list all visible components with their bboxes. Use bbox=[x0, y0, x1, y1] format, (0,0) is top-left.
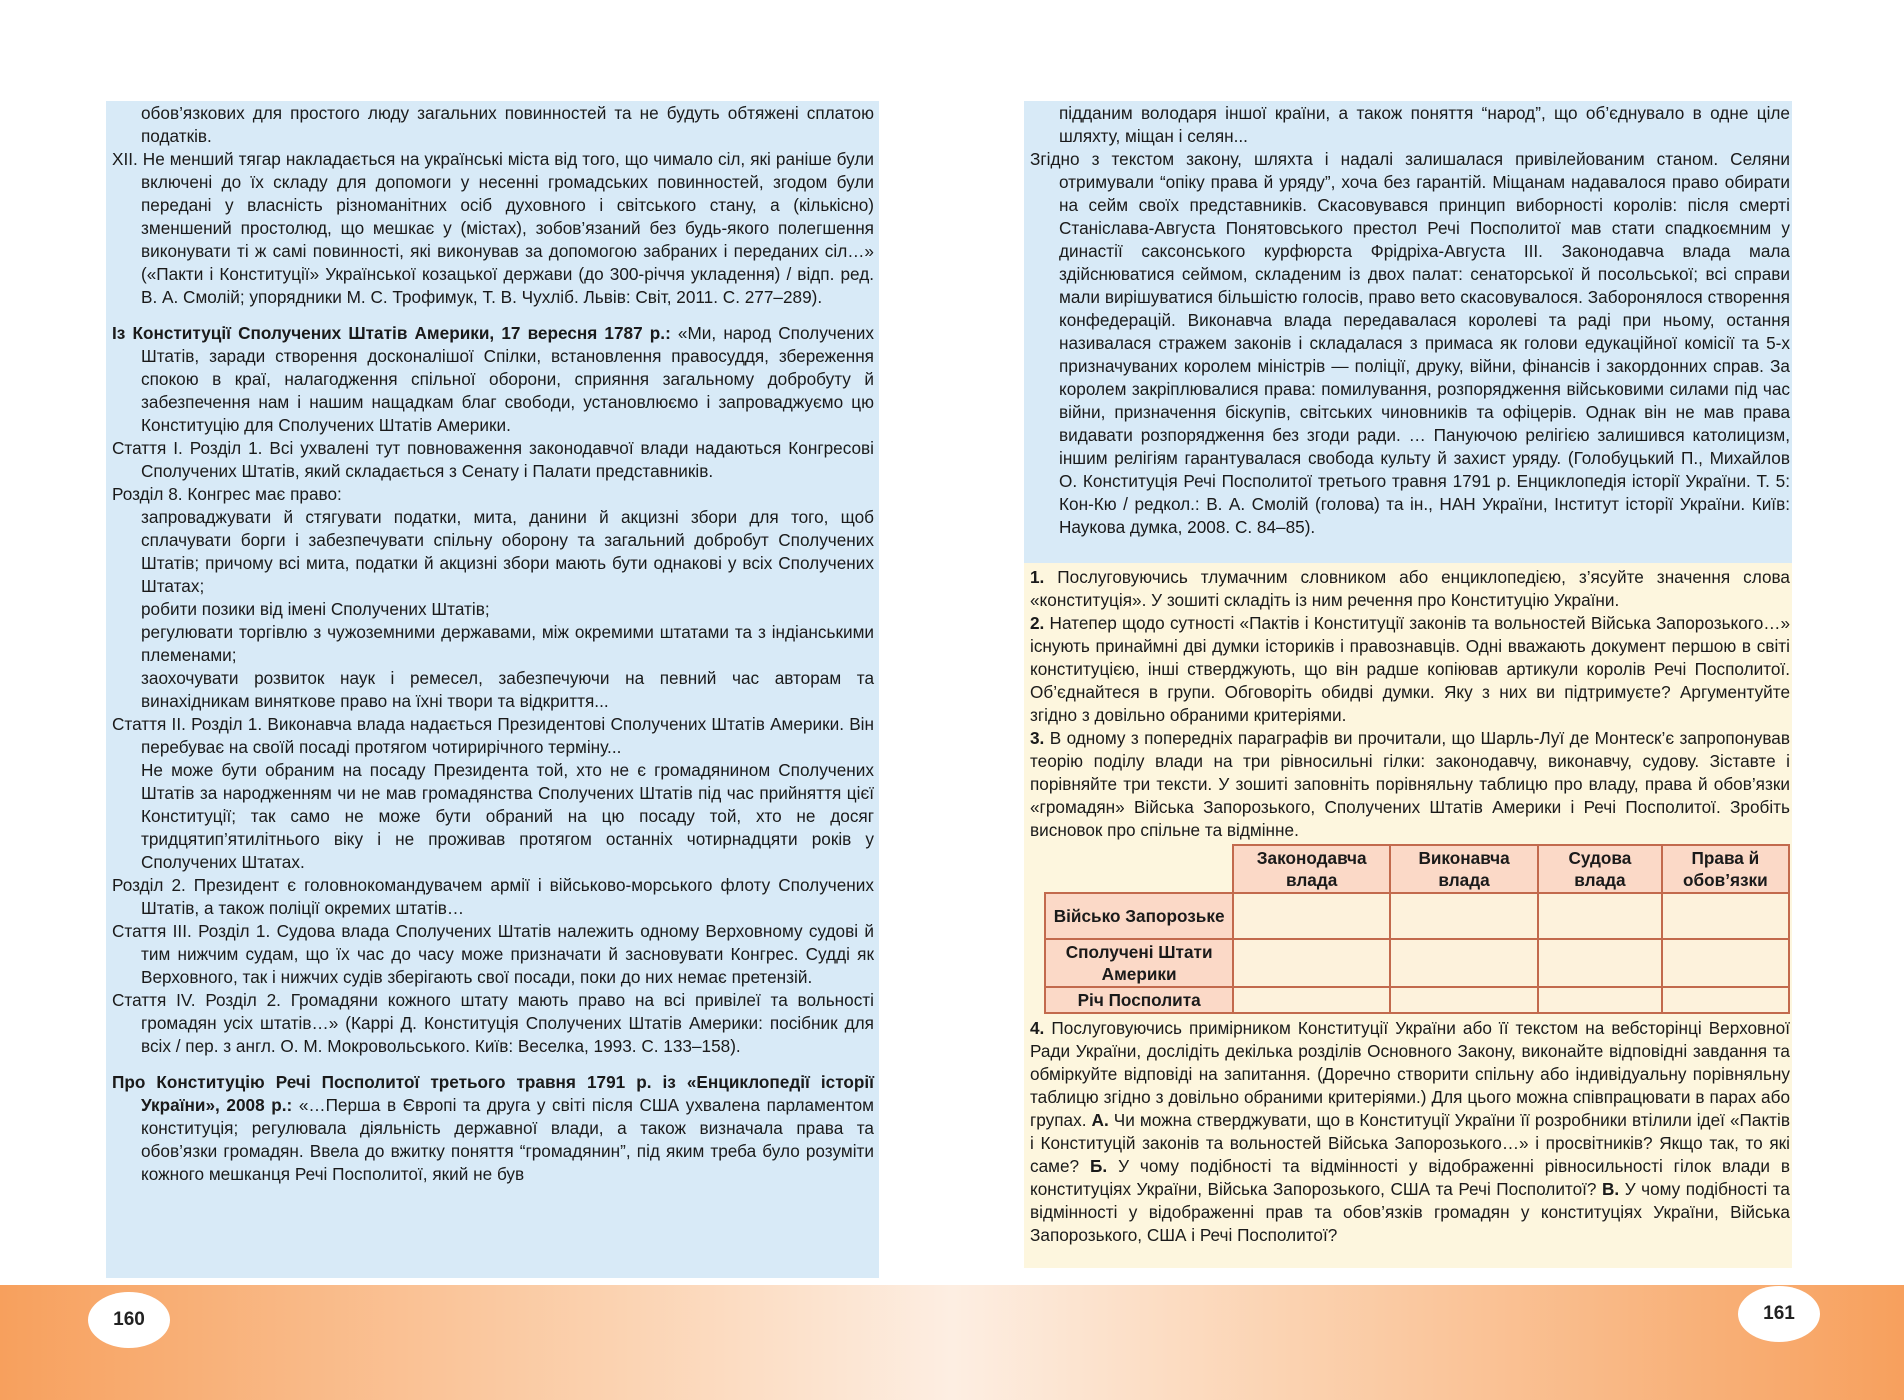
paragraph bbox=[112, 667, 874, 713]
paragraph bbox=[112, 621, 874, 667]
question-text-a: Чи можна стверджувати, що в Конституції України її розробники втілили ідеї «Пактів і Конституцій законів та вольностей Війська Запорозького…» і просвітників? Якщо так, то які саме? bbox=[1030, 1110, 1790, 1176]
question-label-a: А. bbox=[1091, 1110, 1109, 1130]
tasks-list bbox=[1030, 566, 1790, 1247]
page-number-left: 160 bbox=[88, 1292, 170, 1348]
page-number-right: 161 bbox=[1738, 1286, 1820, 1342]
left-page-text bbox=[112, 102, 874, 1186]
source-heading: Із Конституції Сполучених Штатів Америки, 17 вересня 1787 р.: bbox=[112, 323, 671, 343]
paragraph-text: Не може бути обраним на посаду Президента той, хто не є громадянином Сполучених Штатів за народженням чи не мав громадянства Сполучених Штатів під час прийняття цієї Конституції; так само не може бути обраний на цю посаду той, хто не досяг тридцятип’ятилітнього віку і не проживав протягом останніх чотирнадцяти років у Сполучених Штатах. bbox=[141, 760, 874, 872]
right-page-text bbox=[1030, 102, 1790, 539]
table-cell bbox=[1390, 939, 1538, 987]
paragraph bbox=[112, 102, 874, 148]
row-header: Військо Запорозьке bbox=[1045, 893, 1233, 939]
paragraph-text: запроваджувати й стягувати податки, мита, данини й акцизні збори для того, щоб сплачувати борги і забезпечувати спільну оборону та загальний добробут Сполучених Штатів; причому всі мита, податки й акцизні збори мають бути однакові у всіх Сполучених Штатах; bbox=[141, 507, 874, 596]
task-number: 2. bbox=[1030, 613, 1045, 633]
table-cell bbox=[1662, 987, 1789, 1013]
task-number: 3. bbox=[1030, 728, 1045, 748]
task-text: Натепер щодо сутності «Пактів і Конституції законів та вольностей Війська Запорозького…» існують принаймні дві думки істориків і правознавців. Одні вважають документ першою в світі конституцією, інші стверджують, що він радше копіював артикули королів Речі Посполитої. Об’єднайтеся в групи. Обговоріть обидві думки. Яку з них ви підтримуєте? Аргументуйте згідно з довільно обраними критеріями. bbox=[1030, 613, 1790, 725]
task-number: 1. bbox=[1030, 567, 1045, 587]
table-row bbox=[1045, 987, 1789, 1013]
question-label-v: В. bbox=[1602, 1179, 1620, 1199]
paragraph bbox=[112, 598, 874, 621]
task-number: 4. bbox=[1030, 1018, 1045, 1038]
table-cell bbox=[1538, 987, 1662, 1013]
question-text-v: У чому подібності та відмінності у відображенні прав та обов’язків громадян у конституціях України, Війська Запорозького, США і Речі Посполитої? bbox=[1030, 1179, 1790, 1245]
paragraph bbox=[112, 874, 874, 920]
paragraph bbox=[112, 1071, 874, 1186]
paragraph-text: заохочувати розвиток наук і ремесел, забезпечуючи на певний час авторам та винахідникам виняткове право на їхні твори та відкриття... bbox=[141, 668, 874, 711]
question-text-b: У чому подібності та відмінності у відображенні рівносильності гілок влади в конституціях України, Війська Запорозького, США та Речі Посполитої? bbox=[1030, 1156, 1790, 1199]
paragraph bbox=[112, 920, 874, 989]
paragraph bbox=[112, 989, 874, 1058]
column-header: Права й обов’язки bbox=[1662, 845, 1789, 893]
paragraph-text: обов’язкових для простого люду загальних повинностей та не будуть обтяжені сплатою податків. bbox=[141, 103, 874, 146]
row-header: Річ Посполита bbox=[1045, 987, 1233, 1013]
task-item-1 bbox=[1030, 566, 1790, 612]
paragraph bbox=[112, 148, 874, 309]
table-cell bbox=[1390, 893, 1538, 939]
task-item-2 bbox=[1030, 612, 1790, 727]
table-cell bbox=[1233, 893, 1390, 939]
task-text: Послуговуючись тлумачним словником або енциклопедією, з’ясуйте значення слова «конституція». У зошиті складіть із ним речення про Конституцію України. bbox=[1030, 567, 1790, 610]
table-corner bbox=[1045, 845, 1233, 893]
table-cell bbox=[1233, 939, 1390, 987]
table-cell bbox=[1662, 893, 1789, 939]
paragraph-text: Згідно з текстом закону, шляхта і надалі залишалася привілейованим станом. Селяни отримували “опіку права й уряду”, хоча без гарантій. Міщанам надавалося право обирати на сейм своїх представників. Скасовувався принцип виборності королів: після смерті Станіслава-Августа Понятовського престол Речі Посполитої мав стати спадкоємним у династії саксонського курфюрста Фрідріха-Августа III. Законодавча влада мала здійснюватися сеймом, складеним із двох палат: сенаторської й посольської; всі справи мали вирішуватися більшістю голосів, право вето скасовувалося. Заборонялося створення конфедерацій. Виконавча влада передавалася королеві та раді при ньому, остання називалася стражем законів і складалася з примаса як голови едукаційної комісії та 5-х призначуваних королем міністрів — поліції, друку, війни, фінансів і закордонних справ. За королем закріплювалися права: помилування, розпорядження військовими силами під час війни, призначення біскупів, світських чиновників та офіцерів. Однак він не мав права видавати розпорядження без згоди ради. … Пануючою релігією залишився католицизм, іншим релігіям гарантувалася свобода культу й захист уряду. (Голобуцький П., Михайлов О. Конституція Речі Посполитої третього травня 1791 р. Енциклопедія історії України. Т. 5: Кон-Кю / редкол.: В. А. Смолій (голова) та ін., НАН України, Інститут історії України. Київ: Наукова думка, 2008. С. 84–85). bbox=[1030, 149, 1790, 537]
paragraph-text: Розділ 2. Президент є головнокомандувачем армії і військово-морського флоту Сполучених Штатів, а також поліції окремих штатів… bbox=[112, 875, 874, 918]
table-row bbox=[1045, 893, 1789, 939]
paragraph-text: Стаття I. Розділ 1. Всі ухвалені тут повноваження законодавчої влади надаються Конгресові Сполучених Штатів, який складається з Сенату і Палати представників. bbox=[112, 438, 874, 481]
paragraph bbox=[112, 483, 874, 506]
paragraph-text: Стаття III. Розділ 1. Судова влада Сполучених Штатів належить одному Верховному судові й тим нижчим судам, що їх час до часу може призначати й засновувати Конгрес. Судді як Верховного, так і нижчих судів зберігають свої посади, поки до них немає претензій. bbox=[112, 921, 874, 987]
paragraph bbox=[112, 437, 874, 483]
paragraph-text: «…Перша в Європі та друга у світі після США ухвалена парламентом конституція; регулювала діяльність державної влади, а також визначала права та обов’язки громадян. Ввела до вжитку поняття “громадянин”, під яким треба було розуміти кожного мешканця Речі Посполитої, який не був bbox=[141, 1095, 874, 1184]
row-header: Сполучені Штати Америки bbox=[1045, 939, 1233, 987]
table-cell bbox=[1538, 939, 1662, 987]
paragraph bbox=[112, 322, 874, 437]
task-item-3 bbox=[1030, 727, 1790, 842]
paragraph bbox=[112, 713, 874, 759]
question-label-b: Б. bbox=[1090, 1156, 1108, 1176]
paragraph-text: «Ми, народ Сполучених Штатів, заради створення досконалішої Спілки, встановлення правосуддя, збереження спокою в краї, налагодження спільної оборони, сприяння загальному добробуту й забезпечення нам і нашим нащадкам благ свободи, установлюємо і запроваджуємо цю Конституцію для Сполучених Штатів Америки. bbox=[141, 323, 874, 435]
paragraph bbox=[112, 759, 874, 874]
paragraph-text: підданим володаря іншої країни, а також поняття “народ”, що об’єднувало в одне ціле шляхту, міщан і селян... bbox=[1059, 103, 1790, 146]
paragraph-text: Стаття II. Розділ 1. Виконавча влада надається Президентові Сполучених Штатів Америки. Він перебуває на своїй посаді протягом чотирирічного терміну... bbox=[112, 714, 874, 757]
paragraph-text: Розділ 8. Конгрес має право: bbox=[112, 484, 342, 504]
table-cell bbox=[1233, 987, 1390, 1013]
table-row bbox=[1045, 939, 1789, 987]
table-cell bbox=[1662, 939, 1789, 987]
paragraph bbox=[1030, 148, 1790, 539]
paragraph-text: регулювати торгівлю з чужоземними державами, між окремими штатами та з індіанськими племенами; bbox=[141, 622, 874, 665]
paragraph-text: робити позики від імені Сполучених Штатів; bbox=[141, 599, 490, 619]
table-cell bbox=[1390, 987, 1538, 1013]
task-item-4 bbox=[1030, 1017, 1790, 1247]
table-cell bbox=[1538, 893, 1662, 939]
table-header-row bbox=[1045, 845, 1789, 893]
paragraph-text: XII. Не менший тягар накладається на українські міста від того, що чимало сіл, які раніше були включені до їх складу для допомоги у несенні громадських повинностей, згодом були передані у власність різноманітних осіб духовного і світського стану, а (кількісно) зменшений простолюд, що мешкає у (містах), зобов’язаний без будь-якого полегшення виконувати ті ж самі повинності, які виконував за допомогою забраних і переданих сіл…» («Пакти і Конституції» Української козацької держави (до 300-річчя укладення) / відп. ред. В. А. Смолій; упорядники М. С. Трофимук, Т. В. Чухліб. Львів: Світ, 2011. С. 277–289). bbox=[112, 149, 874, 307]
paragraph-text: Стаття IV. Розділ 2. Громадяни кожного штату мають право на всі привілеї та вольності громадян усіх штатів…» (Каррі Д. Конституція Сполучених Штатів Америки: посібник для всіх / пер. з англ. О. М. Мокровольського. Київ: Веселка, 1993. С. 133–158). bbox=[112, 990, 874, 1056]
comparison-table bbox=[1044, 844, 1790, 1014]
column-header: Виконавча влада bbox=[1390, 845, 1538, 893]
paragraph bbox=[112, 506, 874, 598]
column-header: Судова влада bbox=[1538, 845, 1662, 893]
source-heading: Про Конституцію Речі Посполитої третього травня 1791 р. із «Енциклопедії історії України», 2008 р.: bbox=[112, 1072, 874, 1115]
column-header: Законодавча влада bbox=[1233, 845, 1390, 893]
task-text: В одному з попередніх параграфів ви прочитали, що Шарль-Луї де Монтеск’є запропонував теорію поділу влади на три рівносильні гілки: законодавчу, виконавчу, судову. Зіставте і порівняйте три тексти. У зошиті заповніть порівняльну таблицю про владу, права й обов’язки «громадян» Війська Запорозького, Сполучених Штатів Америки і Речі Посполитої. Зробіть висновок про спільне та відмінне. bbox=[1030, 728, 1790, 840]
paragraph bbox=[1030, 102, 1790, 148]
task-text: Послуговуючись примірником Конституції України або її текстом на вебсторінці Верховної Ради України, дослідіть декілька розділів Основного Закону, виконайте відповідні завдання та обміркуйте відповіді на запитання. (Доречно створити спільну або індивідуальну порівняльну таблицю згідно з довільно обраними критеріями.) Для цього можна співпрацювати в парах або групах. bbox=[1030, 1018, 1790, 1130]
page-footer-band bbox=[0, 1285, 1904, 1400]
